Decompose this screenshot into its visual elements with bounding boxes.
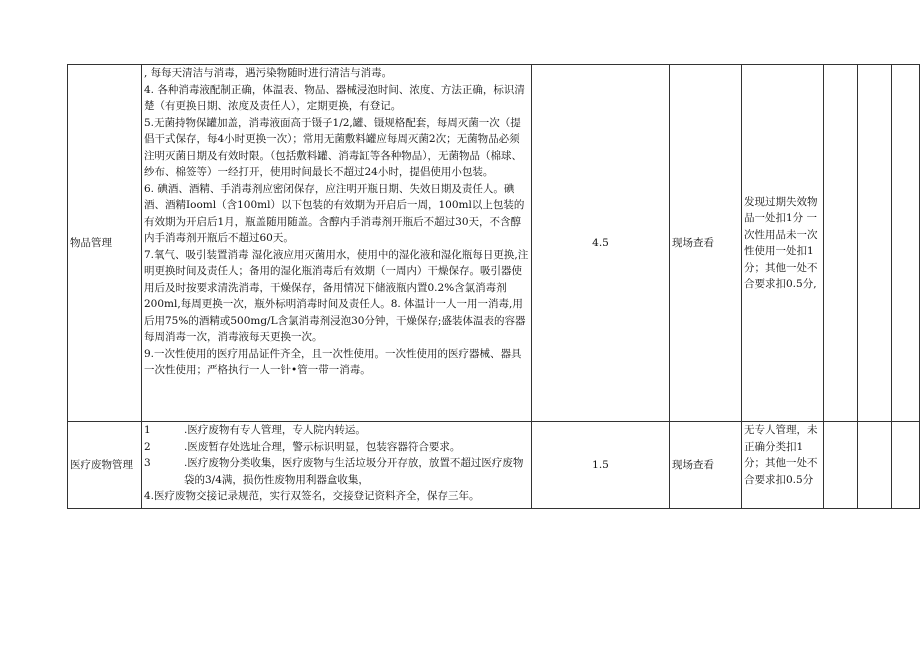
deduction-cell <box>742 422 824 509</box>
empty-cell <box>824 65 858 422</box>
empty-cell <box>892 65 920 422</box>
criterion-number: 1 <box>144 424 151 436</box>
content-line: , 每每天清洁与消毒，遇污染物随时进行清洁与消毒。 <box>144 67 393 79</box>
content-line: 4. 各种消毒液配制正确，体温表、物品、器械浸泡时间、浓度、方法正确，标识清楚（有更换日期、浓度及责任人），定期更换，有登记。 <box>144 83 525 112</box>
score-cell <box>532 65 670 422</box>
inspection-table <box>67 64 920 509</box>
score-cell <box>532 422 670 509</box>
method-cell <box>670 65 742 422</box>
method-cell <box>670 422 742 509</box>
criterion-row <box>144 488 529 505</box>
criterion-text: 4.医疗废物交接记录规范，实行双签名，交接登记资料齐全，保存三年。 <box>144 490 480 502</box>
content-line: 7.氧气、吸引装置消毒 湿化液应用灭菌用水，使用中的湿化液和湿化瓶每日更换,注明更换时间及责任人；备用的湿化瓶消毒后有效期（一周内）干燥保存。吸引器使用后及时按要求清洗消毒，干燥保存，备用情况下储液瓶内置0.2%含氯消毒剂200ml,每周更换一次，瓶外标明消毒时间及责任人。8. 体温计一人一用一消毒,用后用75%的酒精或500mg/L含氯消毒剂浸泡30分钟，干燥保存;盛装体温表的容器每周消毒一次，消毒液每天更换一次。 <box>144 248 529 343</box>
item-name-cell <box>68 65 142 422</box>
empty-cell <box>858 422 892 509</box>
deduction-text: 无专人管理，未正确分类扣1分；其他一处不合要求扣0.5分 <box>744 424 818 486</box>
criterion-row <box>144 439 529 456</box>
table-row-item-management <box>68 65 920 422</box>
content-cell <box>142 65 532 422</box>
empty-cell <box>858 65 892 422</box>
item-name-cell <box>68 422 142 509</box>
deduction-text: 发现过期失效物品一处扣1分 一次性用品未一次性使用一处扣1分；其他一处不合要求扣0.5分, <box>744 195 818 290</box>
criterion-row <box>144 455 529 488</box>
criterion-text: .医废暂存处选址合理，警示标识明显，包装容器符合要求。 <box>184 440 461 453</box>
criterion-number: 2 <box>144 440 151 453</box>
criterion-number: 3 <box>144 457 151 469</box>
score-value: 4.5 <box>592 236 609 249</box>
deduction-cell <box>742 65 824 422</box>
criterion-text: .医疗废物分类收集，医疗废物与生活垃圾分开存放，放置不超过医疗废物袋的3/4满，损伤性废物用利器盒收集， <box>184 457 524 486</box>
item-name: 医疗废物管理 <box>70 458 133 471</box>
table-row-medical-waste <box>68 422 920 509</box>
content-line: 9.一次性使用的医疗用品证件齐全，且一次性使用。一次性使用的医疗器械、器具一次性使用；严格执行一人一针•管一带一消毒。 <box>144 347 522 376</box>
method-text: 现场查看 <box>672 236 714 249</box>
score-value: 1.5 <box>592 458 609 471</box>
empty-cell <box>892 422 920 509</box>
content-line: 5.无菌持物保罐加盖，消毒液面高于镊子1/2,罐、镊规格配套，每周灭菌一次（提倡干式保存，每4小时更换一次）；常用无菌敷料罐应每周灭菌2次；无菌物品必须注明灭菌日期及有效时限。（包括敷料罐、消毒缸等各种物品），无菌物品（棉球、纱布、棉签等）一经打开，使用时间最长不超过24小时，提倡使用小包装。 <box>144 116 522 178</box>
empty-cell <box>824 422 858 509</box>
content-line: 6. 碘酒、酒精、手消毒剂应密闭保存，应注明开瓶日期、失效日期及责任人。碘酒、酒精Iooml（含100ml）以下包装的有效期为开启后一周，100ml以上包装的有效期为开启后1月，瓶盖随用随盖。含醇内手消毒剂开瓶后不超过30天，不含醇内手消毒剂开瓶后不超过60天。 <box>144 182 525 244</box>
criterion-text: .医疗废物有专人管理，专人院内转运。 <box>184 424 366 436</box>
content-cell <box>142 422 532 509</box>
criterion-row <box>144 422 529 439</box>
item-name: 物品管理 <box>70 236 112 249</box>
method-text: 现场查看 <box>672 458 714 471</box>
